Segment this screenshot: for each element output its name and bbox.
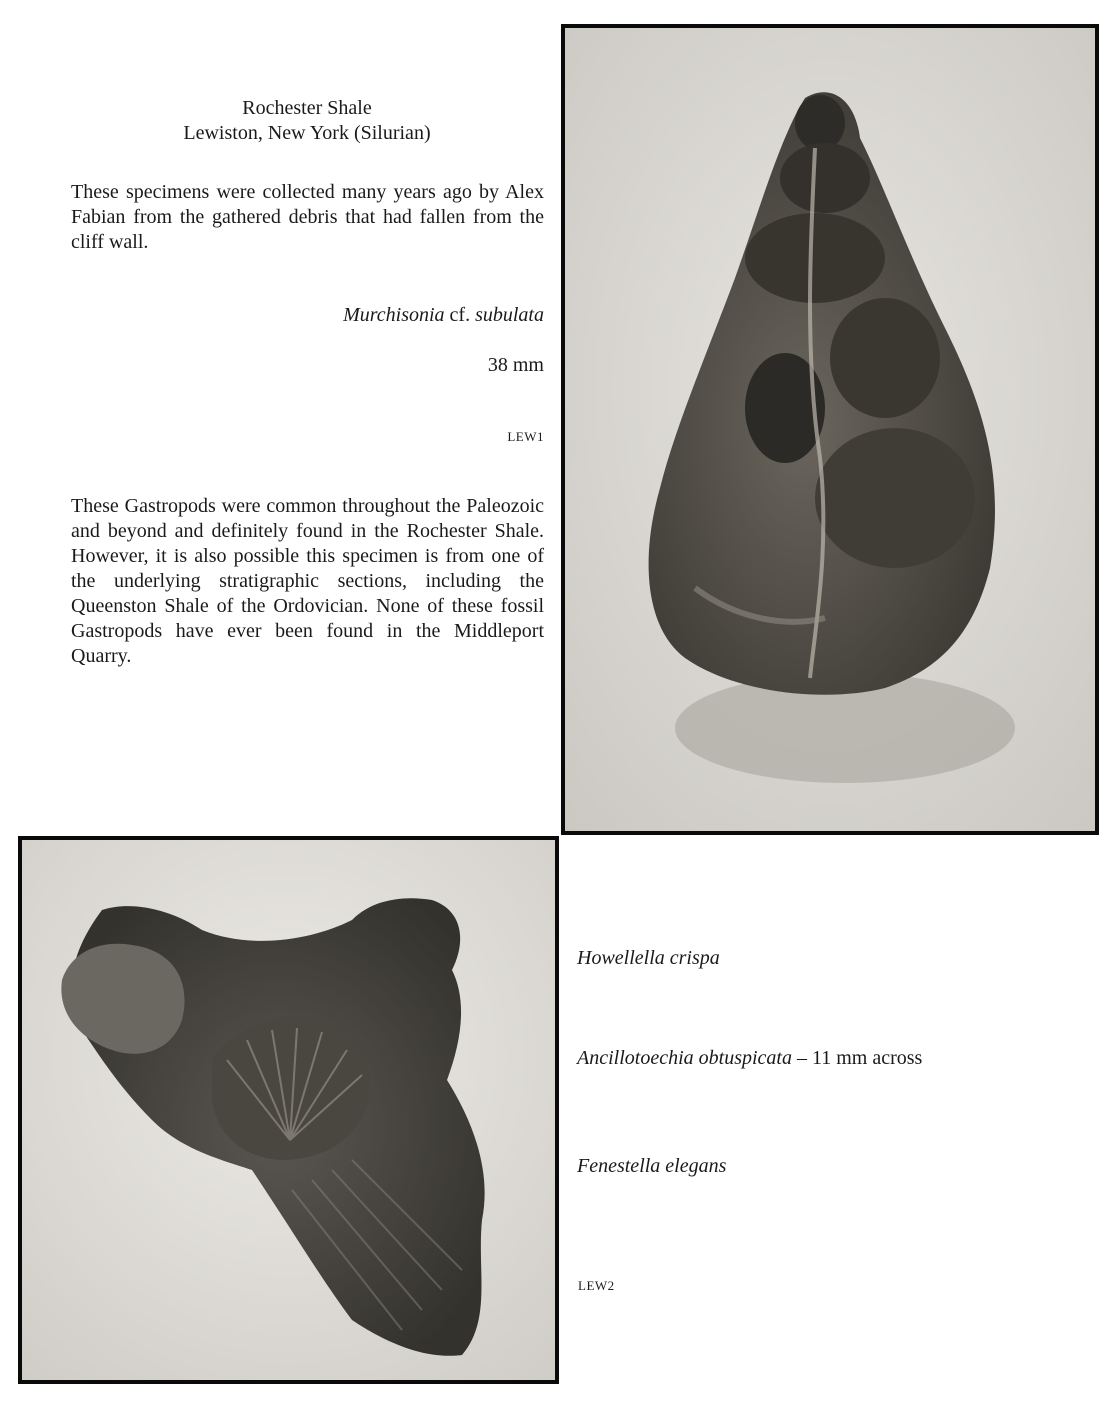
title-rochester-shale: Rochester Shale: [242, 97, 372, 119]
specimen1-code: LEW1: [507, 429, 544, 444]
specimen1-name: [300, 303, 544, 328]
gastropod-photo: [561, 24, 1099, 835]
page-title: [70, 96, 544, 146]
brachiopod-photo: [18, 836, 559, 1384]
specimen1-description: These Gastropods were common throughout the Paleozoic and beyond and definitely found in the Rochester Shale. However, it is also possible this specimen is from one of the underlying stratigraphic sections, including the Queenston Shale of the Ordovician. None of these fossil Gastropods have ever been found in the Middleport Quarry.: [71, 495, 544, 667]
subtitle-location: Lewiston, New York (Silurian): [183, 122, 431, 144]
specimen2-name-1: [577, 946, 1077, 971]
howellella-crispa-label: Howellella crispa: [577, 947, 720, 969]
specimen1-species: subulata: [475, 304, 544, 326]
specimen1-size: 38 mm: [487, 354, 544, 376]
specimen1-cf: cf.: [449, 304, 471, 326]
ancillotoechia-label: Ancillotoechia obtuspicata: [577, 1047, 792, 1069]
specimen2-code: LEW2: [578, 1278, 615, 1293]
gastropod-fossil-image: [565, 28, 1095, 831]
fenestella-elegans-label: Fenestella elegans: [577, 1155, 727, 1177]
brachiopod-fossil-image: [22, 840, 555, 1380]
specimen2-name-2: [577, 1046, 1097, 1071]
specimen2-name-3: [577, 1154, 1077, 1179]
intro-paragraph: These specimens were collected many years ago by Alex Fabian from the gathered debris that had fallen from the cliff wall.: [71, 181, 544, 253]
specimen1-genus: Murchisonia: [343, 304, 445, 326]
ancillotoechia-size: – 11 mm across: [791, 1047, 923, 1069]
